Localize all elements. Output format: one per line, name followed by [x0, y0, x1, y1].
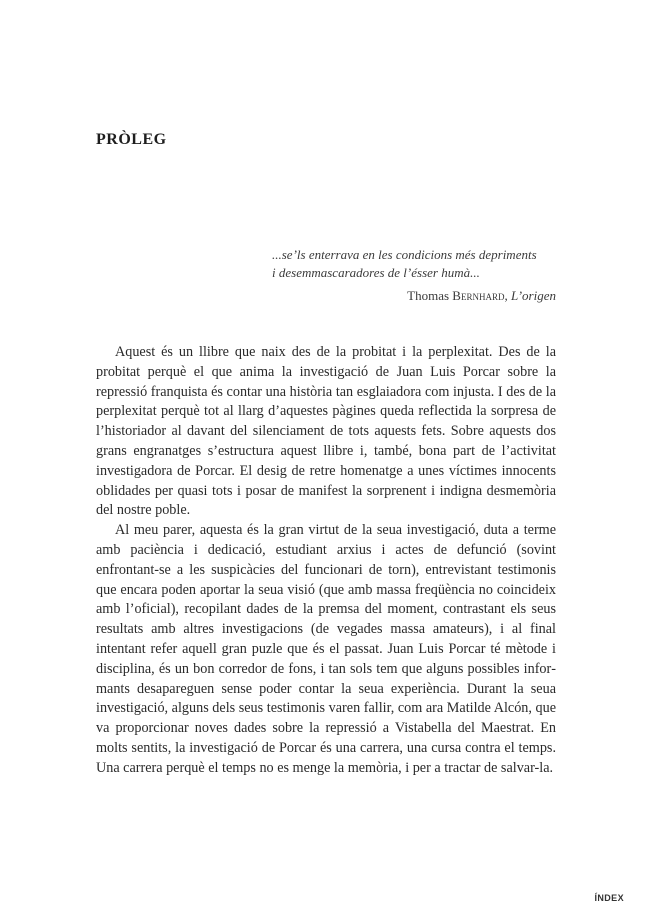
body-text	[96, 343, 556, 779]
index-link[interactable]: ÍNDEX	[594, 893, 624, 903]
paragraph: Aquest és un llibre que naix des de la probitat i la perplexitat. Des de la probitat perquè el que anima la investigació de Juan Luis Porcar sobre la repressió franquista és contar una història tan esglaiadora com injusta. I des de la perplexitat perquè tot al llarg d’aquestes pàgines queda reflectida la sorpresa de l’historiador al davant del silenciament de tots aquests fets. Sobre aquests dos grans engranatges s’estructura aquest llibre i, també, bona part de l’activitat investigadora de Porcar. El desig de retre homenatge a unes víctimes innocents oblidades per quasi tots i posar de manifest la sorprenent i indigna desmemòria del nostre poble.	[96, 344, 556, 519]
author-surname: Bernhard,	[452, 288, 508, 303]
epigraph-line: ...se’ls enterrava en les condicions més depriments	[272, 247, 537, 262]
epigraph-attribution	[272, 287, 556, 305]
epigraph	[272, 246, 556, 305]
author-given-name: Thomas	[407, 288, 450, 303]
paragraph: Al meu parer, aquesta és la gran virtut de la seua investigació, duta a terme amb paciència i dedicació, estudiant arxius i actes de defunció (sovint enfrontant-se a les suspicàcies del funcionari de torn), entrevistant testimonis que encara poden aportar la seua visió (que amb massa freqüència no coincideix amb l’oficial), recopilant dades de la premsa del moment, contrastant els seus resultats amb altres investigacions (de vegades massa amateurs), i al final intentant refer aquell gran puzle que és el passat. Juan Luis Porcar té mètode i disciplina, és un bon corredor de fons, i tan sols tem que alguns possibles informants desapareguen sense poder contar la seua experiència. Durant la seua investigació, alguns dels seus testimonis varen fallir, com ara Matilde Alcón, que va proporcionar noves dades sobre la repressió a Vistabella del Maestrat. En molts sentits, la investigació de Porcar és una carrera, una cursa contra el temps. Una carrera perquè el temps no es menge la memòria, i per a tractar de salvar-la.	[96, 522, 556, 776]
epigraph-line: i desemmascaradores de l’ésser humà...	[272, 265, 480, 280]
page-title: PRÒLEG	[96, 131, 167, 148]
work-title: L’origen	[510, 288, 556, 303]
